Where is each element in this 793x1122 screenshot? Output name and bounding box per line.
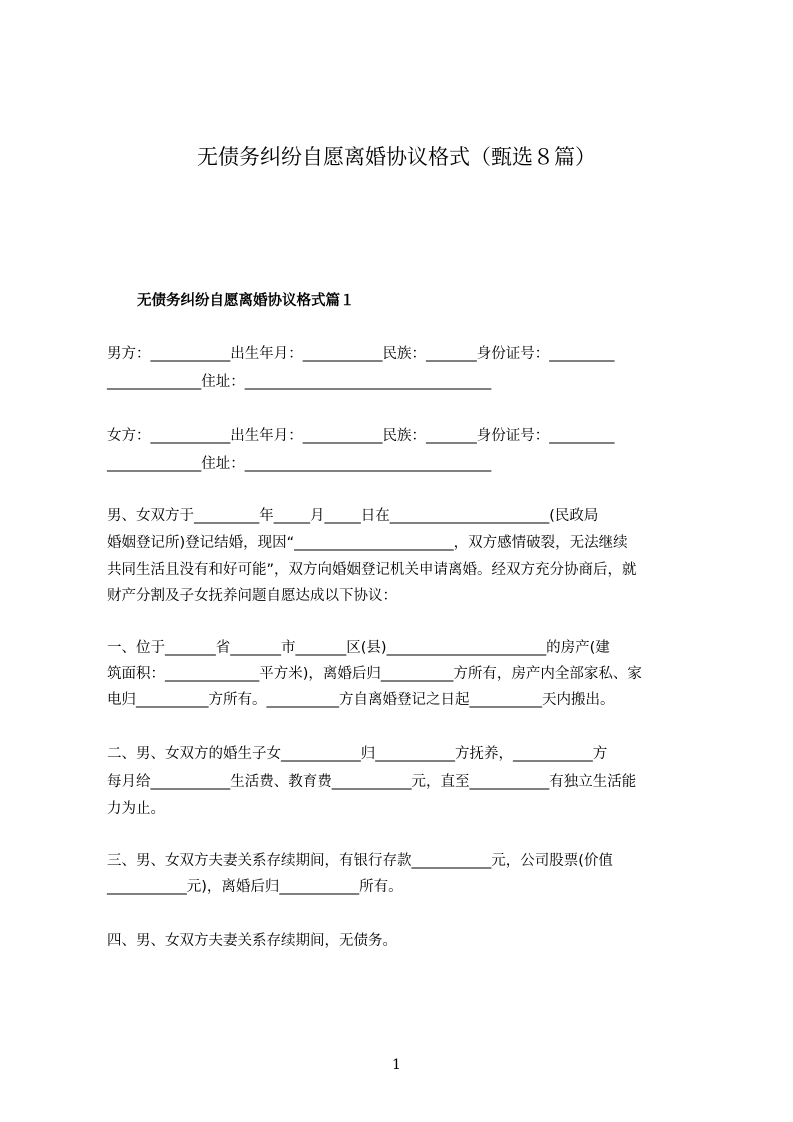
paragraph-line: 共同生活且没有和好可能”，双方向婚姻登记机关申请离婚。经双方充分协商后，就: [107, 562, 637, 578]
paragraph-line: 女方：___________出生年月：___________民族：_______身份证号：_________: [107, 428, 615, 444]
paragraph-line: _____________住址：__________________________________: [107, 374, 492, 390]
paragraph-line: 筑面积：_____________平方米)，离婚后归__________方所有，房产内全部家私、家: [107, 666, 642, 682]
paragraph-line: 男、女双方于_________年_____月_____日在______________________(民政局: [107, 508, 599, 524]
paragraph-line: ___________元)，离婚后归___________所有。: [107, 879, 403, 895]
paragraph-line: 二、男、女双方的婚生子女___________归___________方抚养，___________方: [107, 746, 608, 762]
paragraph-line: 四、男、女双方夫妻关系存续期间，无债务。: [107, 933, 397, 949]
page-number: 1: [392, 1057, 401, 1073]
paragraph-line: 财产分割及子女抚养问题自愿达成以下协议：: [107, 588, 397, 604]
paragraph-line: 每月给___________生活费、教育费___________元，直至___________有独立生活能: [107, 774, 637, 790]
paragraph-line: 一、位于_______省_______市_______区(县)______________________的房产(建: [107, 640, 610, 656]
paragraph-line: 电归__________方所有。__________方自离婚登记之日起__________天内搬出。: [107, 692, 615, 708]
paragraph-line: 力为止。: [107, 801, 165, 817]
paragraph-line: 男方：___________出生年月：___________民族：_______身份证号：_________: [107, 346, 615, 362]
paragraph-line: 婚姻登记所)登记结婚，现因“______________________，双方感情破裂，无法继续: [107, 535, 628, 551]
document-title: 无债务纠纷自愿离婚协议格式（甄选８篇）: [197, 145, 596, 169]
paragraph-line: 三、男、女双方夫妻关系存续期间，有银行存款___________元，公司股票(价值: [107, 853, 613, 869]
paragraph-line: _____________住址：__________________________________: [107, 456, 492, 472]
section-heading: 无债务纠纷自愿离婚协议格式篇１: [137, 293, 355, 309]
